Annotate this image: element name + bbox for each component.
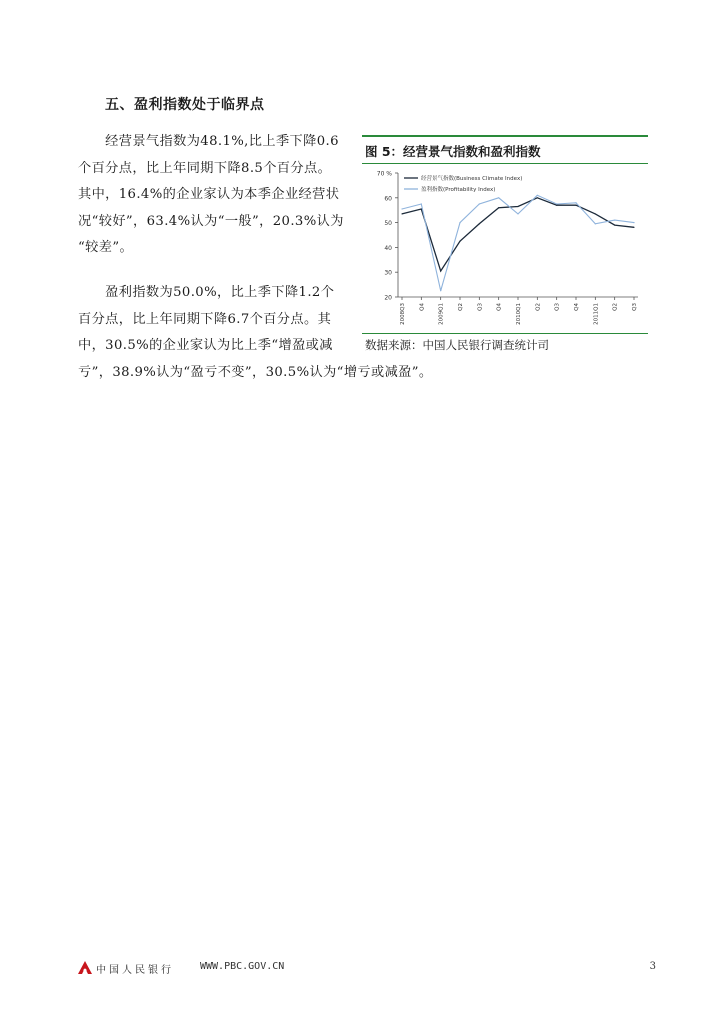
line-chart — [362, 165, 648, 331]
pbc-logo-icon — [78, 961, 92, 974]
data-point — [614, 220, 615, 221]
y-tick-label: 60 — [384, 195, 392, 203]
data-point — [633, 227, 634, 228]
data-point — [575, 205, 576, 206]
x-tick-label: 2010Q1 — [516, 303, 522, 325]
text-line: 其中，16.4%的企业家认为本季企业经营状 — [78, 187, 340, 202]
data-point — [517, 206, 518, 207]
data-point — [498, 207, 499, 208]
x-tick-label: Q4 — [419, 303, 426, 311]
data-point — [498, 197, 499, 198]
series-line-profitability — [402, 195, 634, 290]
x-tick-label: 2011Q1 — [593, 303, 600, 325]
text-line: 亏”，38.9%认为“盈亏不变”，30.5%认为“增亏或减盈”。 — [78, 364, 433, 380]
figure-title: 图 5：经营景气指数和盈利指数 — [365, 144, 541, 159]
data-point — [440, 270, 441, 271]
text-line: “较差”。 — [78, 240, 134, 255]
text-line: 经营景气指数为48.1%,比上季下降0.6 — [78, 134, 339, 149]
figure-bottom-rule — [362, 333, 648, 334]
figure-source: 数据来源：中国人民银行调查统计司 — [365, 338, 549, 352]
bank-name: 中国人民银行 — [96, 965, 174, 976]
data-point — [517, 213, 518, 214]
x-tick-label: 2008Q3 — [400, 303, 406, 325]
y-tick-label: 70 % — [376, 170, 392, 178]
data-point — [537, 197, 538, 198]
data-point — [614, 224, 615, 225]
y-tick-label: 40 — [384, 244, 392, 252]
figure-top-rule — [362, 135, 648, 137]
text-line: 况“较好”，63.4%认为“一般”，20.3%认为 — [78, 213, 344, 229]
data-point — [401, 208, 402, 209]
data-point — [595, 223, 596, 224]
page-number: 3 — [649, 961, 656, 972]
data-point — [537, 195, 538, 196]
x-tick-label: Q2 — [458, 303, 464, 311]
section-heading: 五、盈利指数处于临界点 — [105, 97, 265, 113]
page-footer — [78, 961, 656, 977]
data-point — [556, 205, 557, 206]
x-tick-label: Q3 — [477, 303, 484, 311]
y-tick-label: 30 — [384, 269, 392, 277]
data-point — [421, 203, 422, 204]
x-tick-label: Q4 — [574, 303, 580, 311]
data-point — [401, 213, 402, 214]
data-point — [459, 222, 460, 223]
text-line: 百分点，比上年同期下降6.7个百分点。其 — [78, 311, 332, 327]
data-point — [595, 213, 596, 214]
x-tick-label: Q4 — [496, 303, 503, 311]
text-line: 中，30.5%的企业家认为比上季“增盈或减 — [78, 338, 333, 353]
data-point — [459, 241, 460, 242]
x-tick-label: 2009Q1 — [438, 303, 445, 325]
legend-label: 盈利指数(Profitability Index) — [421, 187, 496, 193]
text-line: 盈利指数为50.0%，比上季下降1.2个 — [78, 285, 335, 300]
data-point — [575, 202, 576, 203]
data-point — [556, 203, 557, 204]
x-tick-label: Q3 — [632, 303, 638, 311]
figure-5 — [362, 135, 648, 355]
data-point — [479, 203, 480, 204]
data-point — [440, 290, 441, 291]
figure-title-rule — [362, 163, 648, 164]
data-point — [479, 223, 480, 224]
y-tick-label: 20 — [384, 294, 392, 302]
legend-label: 经营景气指数(Business Climate Index) — [421, 176, 523, 182]
x-tick-label: Q2 — [612, 303, 619, 311]
y-tick-label: 50 — [384, 220, 392, 228]
text-line: 个百分点，比上年同期下降8.5个百分点。 — [78, 160, 332, 176]
x-tick-label: Q3 — [554, 303, 561, 311]
data-point — [633, 222, 634, 223]
website-url: WWW.PBC.GOV.CN — [200, 961, 285, 972]
x-tick-label: Q2 — [535, 303, 542, 311]
series-line-business-climate — [402, 198, 634, 271]
paragraph-business-climate — [78, 129, 344, 262]
